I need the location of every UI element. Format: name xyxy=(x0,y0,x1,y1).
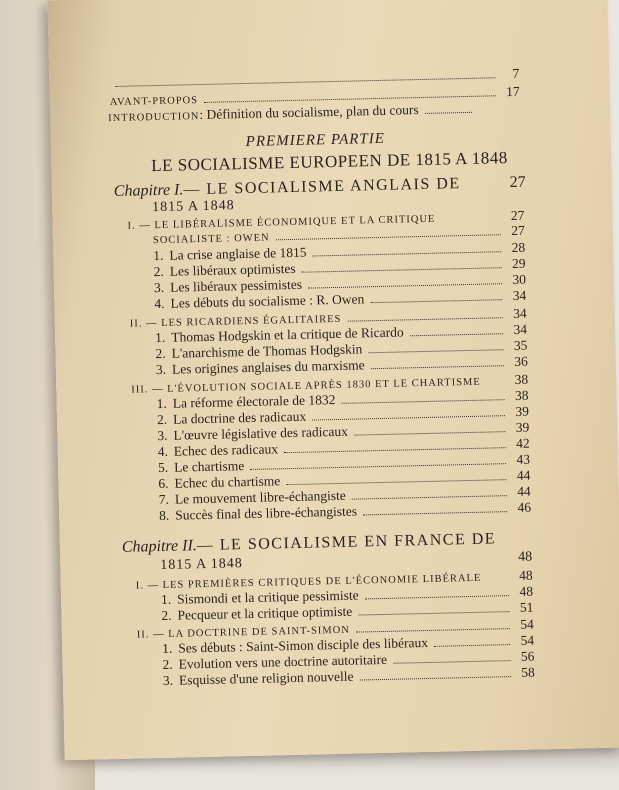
item-text: L'anarchisme de Thomas Hodgskin xyxy=(171,341,363,361)
toc-page: 44 xyxy=(517,483,531,499)
item-text: La crise anglaise de 1815 xyxy=(169,244,307,263)
item-text: Echec du chartisme xyxy=(174,473,281,491)
item-number: 4. xyxy=(154,295,165,312)
toc-page: 58 xyxy=(521,664,535,680)
toc-page: 34 xyxy=(513,321,528,337)
section-label: II. — LES RICARDIENS ÉGALITAIRES xyxy=(129,313,342,330)
toc-page: 34 xyxy=(513,305,527,321)
book-page xyxy=(47,0,619,760)
item-number: 3. xyxy=(155,361,167,378)
item-number: 2. xyxy=(156,411,168,428)
item-number: 2. xyxy=(155,345,166,362)
item-text: Le chartisme xyxy=(174,458,245,475)
toc-page: 36 xyxy=(514,353,528,369)
part-heading: PREMIERE PARTIE xyxy=(245,130,386,150)
item-text: Les origines anglaises du marxisme xyxy=(171,357,365,377)
toc-page: 51 xyxy=(519,599,534,615)
section-label: SOCIALISTE : OWEN xyxy=(152,232,270,247)
toc-page: 42 xyxy=(515,435,530,451)
toc-page: 48 xyxy=(518,567,533,583)
item-text: La doctrine des radicaux xyxy=(172,408,307,427)
chapter-2-years: 1815 A 1848 xyxy=(160,556,244,574)
item-text: Les libéraux pessimistes xyxy=(169,276,303,295)
item-number: 1. xyxy=(154,329,166,346)
item-number: 4. xyxy=(157,443,169,460)
item-text: La réforme électorale de 1832 xyxy=(172,392,336,411)
toc-page: 27 xyxy=(509,173,526,192)
item-number: 1. xyxy=(162,640,173,657)
chapter-1-heading xyxy=(114,174,526,201)
toc-page: 46 xyxy=(517,499,532,515)
toc-page: 38 xyxy=(514,387,529,403)
item-text: Thomas Hodgskin et la critique de Ricardo xyxy=(171,324,404,345)
toc-page: 39 xyxy=(515,419,530,435)
item-number: 3. xyxy=(162,672,174,689)
toc-page: 17 xyxy=(505,83,520,100)
toc-page: 34 xyxy=(512,287,527,303)
section-label: II. — LA DOCTRINE DE SAINT-SIMON xyxy=(136,624,350,641)
item-number: 1. xyxy=(156,395,167,412)
item-text: Sismondi et la critique pessimiste xyxy=(177,587,359,607)
chapter-1-years: 1815 A 1848 xyxy=(152,198,235,216)
toc-page: 43 xyxy=(516,451,531,467)
toc-label: INTRODUCTION xyxy=(108,111,200,125)
toc-page: 54 xyxy=(520,632,535,648)
item-text: Pecqueur et la critique optimiste xyxy=(177,603,353,623)
section-label: I. — LE LIBÉRALISME ÉCONOMIQUE ET LA CRITIQUE xyxy=(127,213,436,232)
item-number: 1. xyxy=(160,591,172,608)
chapter-label: Chapitre II. xyxy=(121,537,198,556)
item-number: 7. xyxy=(158,491,170,508)
chapter-title: — LE SOCIALISME EN FRANCE DE xyxy=(196,530,497,555)
toc-page: 44 xyxy=(516,467,531,483)
item-number: 2. xyxy=(161,607,172,624)
item-number: 2. xyxy=(162,656,173,673)
item-text: Les libéraux optimistes xyxy=(169,260,296,279)
item-number: 3. xyxy=(153,279,165,296)
toc-label: AVANT-PROPOS xyxy=(109,95,199,109)
item-text: Les débuts du socialisme : R. Owen xyxy=(170,291,365,311)
toc-page: 56 xyxy=(520,648,535,664)
chapter-label: Chapitre I. xyxy=(113,181,184,200)
item-number: 3. xyxy=(157,427,168,444)
item-text: Esquisse d'une religion nouvelle xyxy=(178,668,354,688)
item-text: Evolution vers une doctrine autoritaire xyxy=(178,651,388,672)
toc-page: 27 xyxy=(510,207,525,223)
item-text: L'œuvre législative des radicaux xyxy=(173,423,349,443)
section-label: I. — LES PREMIÈRES CRITIQUES DE L'ÉCONOMIE LIBÉRALE xyxy=(135,572,482,592)
toc-page: 7 xyxy=(512,65,520,81)
item-text: Le mouvement libre-échangiste xyxy=(174,487,346,507)
chapter-title: — LE SOCIALISME ANGLAIS DE xyxy=(183,175,461,199)
toc-page: 38 xyxy=(514,371,529,387)
item-text: Ses débuts : Saint-Simon disciple des libéraux xyxy=(178,634,429,656)
item-text: Succès final des libre-échangistes xyxy=(175,503,358,523)
toc-page: 27 xyxy=(511,222,525,238)
toc-page: 39 xyxy=(515,403,530,419)
toc-page: 54 xyxy=(520,616,534,632)
section-label: III. — L'ÉVOLUTION SOCIALE APRÈS 1830 ET LE CHARTISME xyxy=(131,376,481,396)
toc-page: 29 xyxy=(511,255,526,271)
toc-page: 30 xyxy=(512,271,527,287)
item-text: Echec des radicaux xyxy=(173,441,279,459)
toc-page: 48 xyxy=(518,549,533,565)
item-number: 5. xyxy=(157,459,169,476)
toc-page: 48 xyxy=(519,583,534,599)
toc-page: 28 xyxy=(511,239,526,255)
part-title: LE SOCIALISME EUROPEEN DE 1815 A 1848 xyxy=(151,148,508,176)
item-number: 8. xyxy=(158,507,170,524)
toc-text: : Définition du socialisme, plan du cours xyxy=(199,102,419,123)
item-number: 1. xyxy=(153,247,164,264)
item-number: 6. xyxy=(158,475,169,492)
item-number: 2. xyxy=(153,263,164,280)
toc-page: 35 xyxy=(513,337,528,353)
